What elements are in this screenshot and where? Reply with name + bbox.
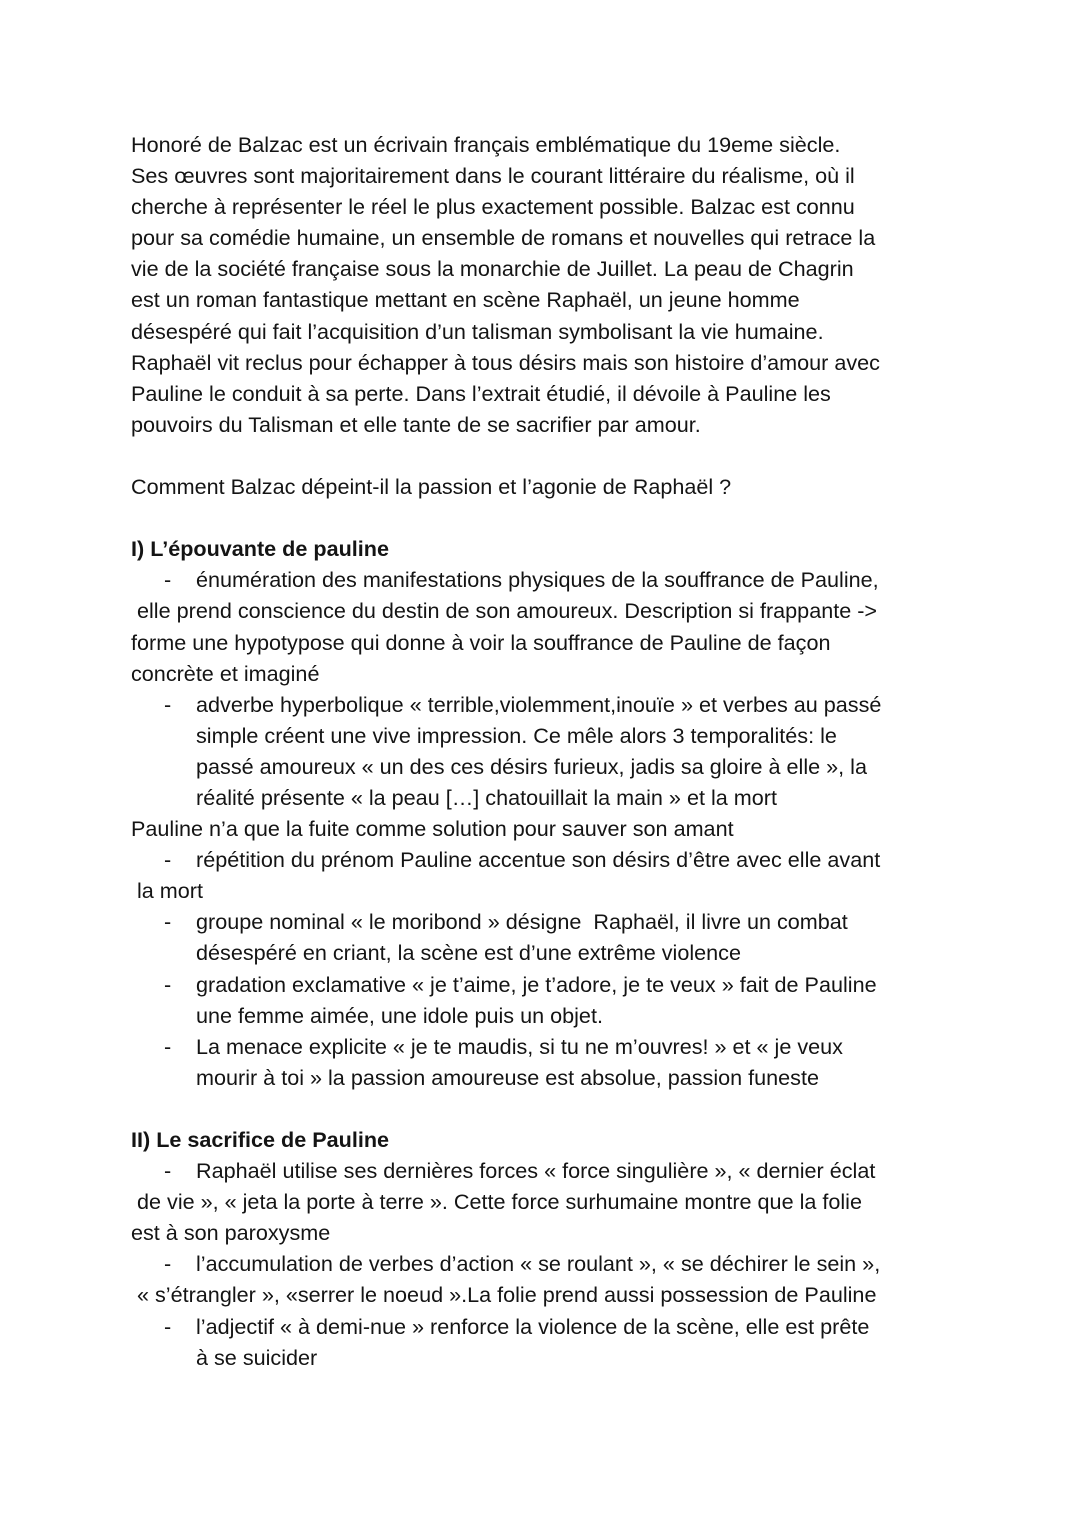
bullet-dash: -	[164, 691, 172, 717]
line-text: Pauline n’a que la fuite comme solution pour sauver son amant	[131, 816, 734, 842]
bullet-item	[0, 1248, 1080, 1279]
line-text: désespéré qui fait l’acquisition d’un talisman symbolisant la vie humaine.	[131, 318, 824, 344]
line-text: passé amoureux « un des ces désirs furieux, jadis sa gloire à elle », la	[196, 753, 867, 779]
paragraph-line	[0, 1186, 1080, 1217]
line-text: de vie », « jeta la porte à terre ». Cette force surhumaine montre que la folie	[131, 1189, 862, 1215]
line-text: La menace explicite « je te maudis, si tu ne m’ouvres! » et « je veux	[196, 1033, 843, 1059]
bullet-dash: -	[164, 567, 172, 593]
paragraph-line	[0, 409, 1080, 440]
paragraph-line	[0, 1217, 1080, 1248]
paragraph-line	[0, 813, 1080, 844]
document-body	[0, 129, 1080, 1373]
blank-line	[0, 502, 1080, 533]
line-text: concrète et imaginé	[131, 660, 320, 686]
bullet-dash: -	[164, 1158, 172, 1184]
line-text: est un roman fantastique mettant en scène Raphaël, un jeune homme	[131, 287, 800, 313]
line-text: l’accumulation de verbes d’action « se roulant », « se déchirer le sein »,	[196, 1251, 881, 1277]
line-text: groupe nominal « le moribond » désigne Raphaël, il livre un combat	[196, 909, 848, 935]
bullet-dash: -	[164, 1313, 172, 1339]
bullet-item	[0, 689, 1080, 720]
line-text: une femme aimée, une idole puis un objet.	[196, 1002, 603, 1028]
paragraph-line	[0, 253, 1080, 284]
line-text: mourir à toi » la passion amoureuse est absolue, passion funeste	[196, 1064, 819, 1090]
line-text: la mort	[131, 878, 203, 904]
bullet-continuation	[0, 751, 1080, 782]
line-text: adverbe hyperbolique « terrible,violemment,inouïe » et verbes au passé	[196, 691, 882, 717]
paragraph-line	[0, 471, 1080, 502]
line-text: « s’étrangler », «serrer le noeud ».La folie prend aussi possession de Pauline	[131, 1282, 877, 1308]
bullet-continuation	[0, 1342, 1080, 1373]
line-text: désespéré en criant, la scène est d’une extrême violence	[196, 940, 741, 966]
line-text: répétition du prénom Pauline accentue son désirs d’être avec elle avant	[196, 847, 881, 873]
paragraph-line	[0, 129, 1080, 160]
line-text: Raphaël utilise ses dernières forces « force singulière », « dernier éclat	[196, 1158, 876, 1184]
paragraph-line	[0, 316, 1080, 347]
line-text: forme une hypotypose qui donne à voir la souffrance de Pauline de façon	[131, 629, 831, 655]
line-text: cherche à représenter le réel le plus exactement possible. Balzac est connu	[131, 194, 855, 220]
paragraph-line	[0, 347, 1080, 378]
bullet-dash: -	[164, 1251, 172, 1277]
line-text: I) L’épouvante de pauline	[131, 536, 389, 562]
bullet-item	[0, 1311, 1080, 1342]
paragraph-line	[0, 595, 1080, 626]
line-text: Pauline le conduit à sa perte. Dans l’extrait étudié, il dévoile à Pauline les	[131, 380, 831, 406]
line-text: Honoré de Balzac est un écrivain français emblématique du 19eme siècle.	[131, 132, 841, 157]
line-text: elle prend conscience du destin de son amoureux. Description si frappante ->	[131, 598, 878, 624]
line-text: Raphaël vit reclus pour échapper à tous désirs mais son histoire d’amour avec	[131, 349, 880, 375]
bullet-continuation	[0, 1062, 1080, 1093]
paragraph-line	[0, 284, 1080, 315]
bullet-dash: -	[164, 1033, 172, 1059]
bullet-item	[0, 1155, 1080, 1186]
bullet-dash: -	[164, 847, 172, 873]
line-text: pouvoirs du Talisman et elle tante de se sacrifier par amour.	[131, 411, 701, 437]
paragraph-line	[0, 378, 1080, 409]
blank-line	[0, 440, 1080, 471]
line-text: est à son paroxysme	[131, 1220, 331, 1246]
line-text: énumération des manifestations physiques de la souffrance de Pauline,	[196, 567, 879, 593]
bullet-continuation	[0, 937, 1080, 968]
paragraph-line	[0, 658, 1080, 689]
paragraph-line	[0, 191, 1080, 222]
line-text: simple créent une vive impression. Ce mêle alors 3 temporalités: le	[196, 722, 837, 748]
section-heading	[0, 1124, 1080, 1155]
bullet-item	[0, 844, 1080, 875]
bullet-item	[0, 1031, 1080, 1062]
paragraph-line	[0, 160, 1080, 191]
line-text: Ses œuvres sont majoritairement dans le courant littéraire du réalisme, où il	[131, 163, 855, 189]
line-text: pour sa comédie humaine, un ensemble de romans et nouvelles qui retrace la	[131, 225, 876, 251]
bullet-item	[0, 906, 1080, 937]
line-text: Comment Balzac dépeint-il la passion et l’agonie de Raphaël ?	[131, 474, 732, 500]
bullet-continuation	[0, 720, 1080, 751]
paragraph-line	[0, 875, 1080, 906]
bullet-item	[0, 969, 1080, 1000]
paragraph-line	[0, 222, 1080, 253]
bullet-item	[0, 564, 1080, 595]
section-heading	[0, 533, 1080, 564]
line-text: gradation exclamative « je t’aime, je t’adore, je te veux » fait de Pauline	[196, 971, 877, 997]
paragraph-line	[0, 1279, 1080, 1310]
line-text: réalité présente « la peau […] chatouillait la main » et la mort	[196, 784, 777, 810]
bullet-dash: -	[164, 909, 172, 935]
blank-line	[0, 1093, 1080, 1124]
line-text: l’adjectif « à demi-nue » renforce la violence de la scène, elle est prête	[196, 1313, 870, 1339]
line-text: à se suicider	[196, 1344, 318, 1370]
bullet-continuation	[0, 1000, 1080, 1031]
bullet-continuation	[0, 782, 1080, 813]
paragraph-line	[0, 627, 1080, 658]
bullet-dash: -	[164, 971, 172, 997]
line-text: II) Le sacrifice de Pauline	[131, 1127, 390, 1152]
line-text: vie de la société française sous la monarchie de Juillet. La peau de Chagrin	[131, 256, 854, 282]
